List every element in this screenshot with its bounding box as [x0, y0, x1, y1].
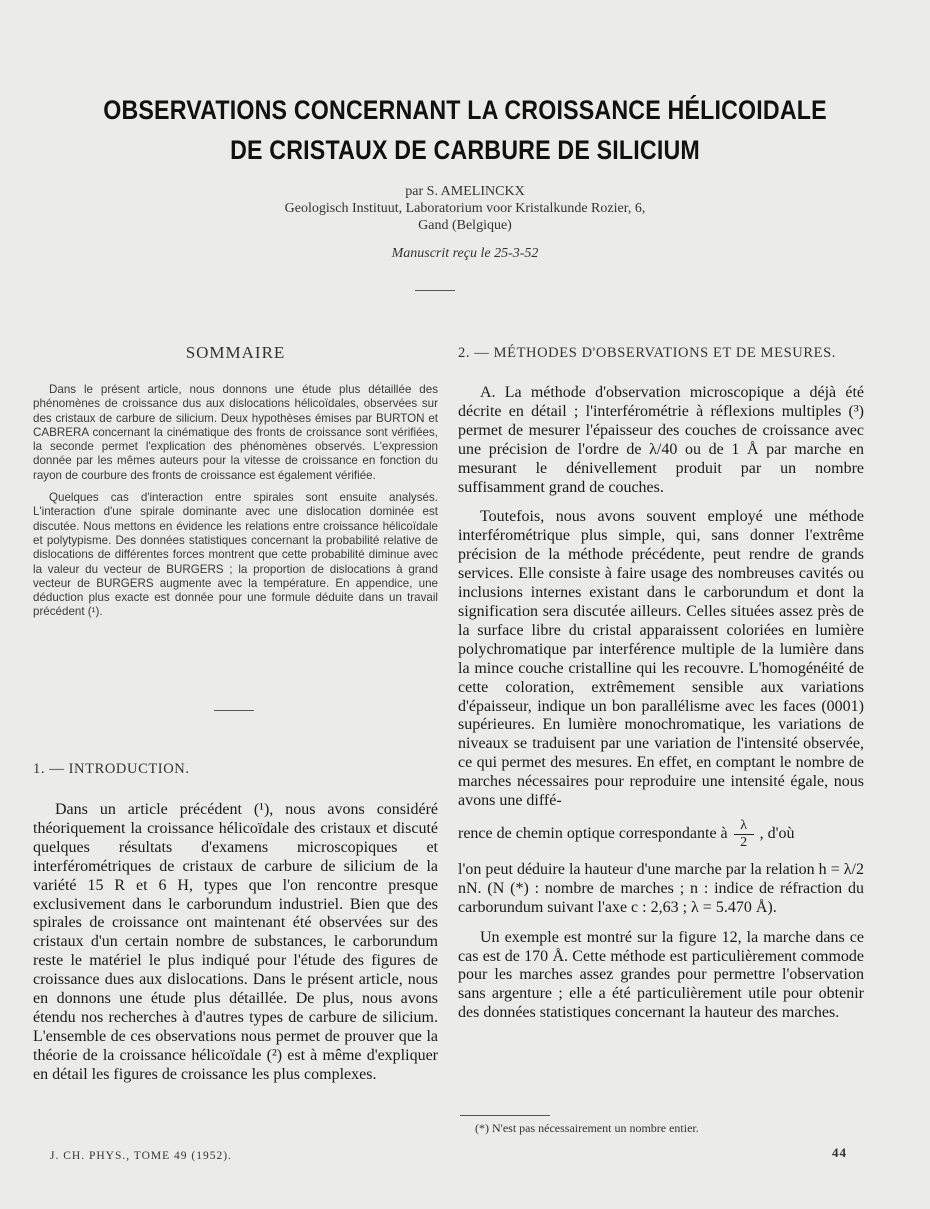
affiliation-line-1: Geologisch Instituut, Laboratorium voor Kristalkunde Rozier, 6,: [284, 201, 646, 216]
author-line: par S. AMELINCKX: [405, 184, 525, 199]
sommaire-paragraph-1: Dans le présent article, nous donnons une étude plus détaillée des phénomènes de croissance dus aux dislocations hélicoïdales, observées sur des cristaux de carbure de silicium. Deux hypothèses émises par BURTON et CABRERA concernant la cinématique des fronts de croissance sont vérifiées, la seconde permet l'explication des phénomènes observés. L'expression donnée par les mêmes auteurs pour la vitesse de croissance en fonction du rayon de courbure des fronts de croissance est également vérifiée.: [33, 383, 438, 482]
introduction-heading: 1. — INTRODUCTION.: [33, 761, 190, 777]
lambda-fraction: [734, 818, 754, 851]
page-number: 44: [832, 1145, 847, 1160]
fraction-denominator: 2: [740, 835, 748, 851]
received-date: Manuscrit reçu le 25-3-52: [391, 246, 539, 261]
formula-prefix: rence de chemin optique correspondante à: [458, 825, 728, 843]
footnote: (*) N'est pas nécessairement un nombre entier.: [475, 1121, 699, 1135]
article-title-line-1: OBSERVATIONS CONCERNANT LA CROISSANCE HÉLICOIDALE: [103, 95, 827, 125]
footnote-divider: [460, 1115, 550, 1116]
methodes-paragraph-b: Toutefois, nous avons souvent employé une méthode interférométrique plus simple, qui, sans donner l'extrême précision de la méthode précédente, peut rendre de grands services. Elle consiste à faire usage des nombreuses cavités ou inclusions internes existant dans le carborundum et dont la signification sera discutée ailleurs. Celles situées assez près de la surface libre du cristal apparaissent coloriées en lumière polychromatique par interférence multiple de la lumière dans la mince couche cristalline qui les recouvre. L'homogénéité de cette coloration, extrêmement sensible aux variations d'épaisseur, indique un bon parallélisme avec les faces (0001) supérieures. En lumière monochromatique, les variations de niveaux se traduisent par une variation de l'intensité observée, ce qui permet des mesures. En effet, en comptant le nombre de marches nécessaires pour reproduire une intensité égale, nous avons une diffé-: [458, 508, 864, 810]
formula-line: [458, 815, 864, 855]
methodes-paragraph-c: l'on peut déduire la hauteur d'une marche par la relation h = λ/2 nN. (N (*) : nombre de marches ; n : indice de réfraction du carborundum suivant l'axe c : 2,63 ; λ = 5.470 Å).: [458, 860, 864, 916]
fraction-numerator: λ: [740, 818, 748, 834]
abstract-divider: [214, 710, 254, 711]
formula-suffix: , d'où: [759, 825, 795, 843]
article-title-line-2: DE CRISTAUX DE CARBURE DE SILICIUM: [230, 135, 700, 165]
introduction-body: [33, 801, 438, 1096]
introduction-paragraph: Dans un article précédent (¹), nous avons considéré théoriquement la croissance hélicoïdale des cristaux et discuté quelques résultats d'examens microscopiques et interférométriques de cristaux de carbure de silicium de la variété 15 R et 6 H, types que l'on rencontre presque exclusivement dans le carborundum industriel. Bien que des spirales de croissance ont maintenant été observées sur des cristaux d'un certain nombre de substances, le carborundum reste le matériel le plus indiqué pour l'étude des figures de croissance dues aux dislocations. Dans le présent article, nous en donnons une étude plus détaillée. De plus, nous avons étendu nos recherches à d'autres types de carbure de silicium. L'ensemble de ces observations nous permet de prouver que la théorie de la croissance hélicoïdale (²) est à même d'expliquer en détail les figures de croissance les plus complexes.: [33, 801, 438, 1083]
methodes-paragraph-d: Un exemple est montré sur la figure 12, la marche dans ce cas est de 170 Å. Cette méthode est particulièrement commode pour les marches assez grandes pour permettre l'observation sans argenture ; elle a été particulièrement utile pour obtenir des données statistiques concernant la hauteur des marches.: [458, 928, 864, 1022]
header-divider: [415, 290, 455, 291]
sommaire-paragraph-2: Quelques cas d'interaction entre spirales sont ensuite analysés. L'interaction d'une spirale dominante avec une dislocation dominée est discutée. Nous mettons en évidence les relations entre croissance hélicoïdale et polytypisme. Des données statistiques concernant la probabilité relative de dislocations de différentes forces montrent que cette probabilité diminue avec la valeur du vecteur de BURGERS ; la proportion de dislocations à grand vecteur de BURGERS augmente avec la température. En appendice, une déduction plus exacte est donnée pour une formule déduite dans un travail précédent (¹).: [33, 491, 438, 619]
methodes-body: [458, 384, 864, 1034]
sommaire-heading: SOMMAIRE: [185, 343, 286, 362]
journal-citation: J. CH. PHYS., TOME 49 (1952).: [50, 1150, 232, 1162]
affiliation-line-2: Gand (Belgique): [418, 218, 512, 233]
methodes-heading: 2. — MÉTHODES D'OBSERVATIONS ET DE MESURES.: [458, 345, 836, 361]
sommaire-abstract: [33, 383, 438, 628]
methodes-paragraph-a: A. La méthode d'observation microscopique a déjà été décrite en détail ; l'interférométrie à réflexions multiples (³) permet de mesurer l'épaisseur des couches de croissance avec une précision de l'ordre de λ/40 ou de 1 Å par marche en mesurant le dénivellement produit par un nombre suffisamment grand de couches.: [458, 384, 864, 496]
